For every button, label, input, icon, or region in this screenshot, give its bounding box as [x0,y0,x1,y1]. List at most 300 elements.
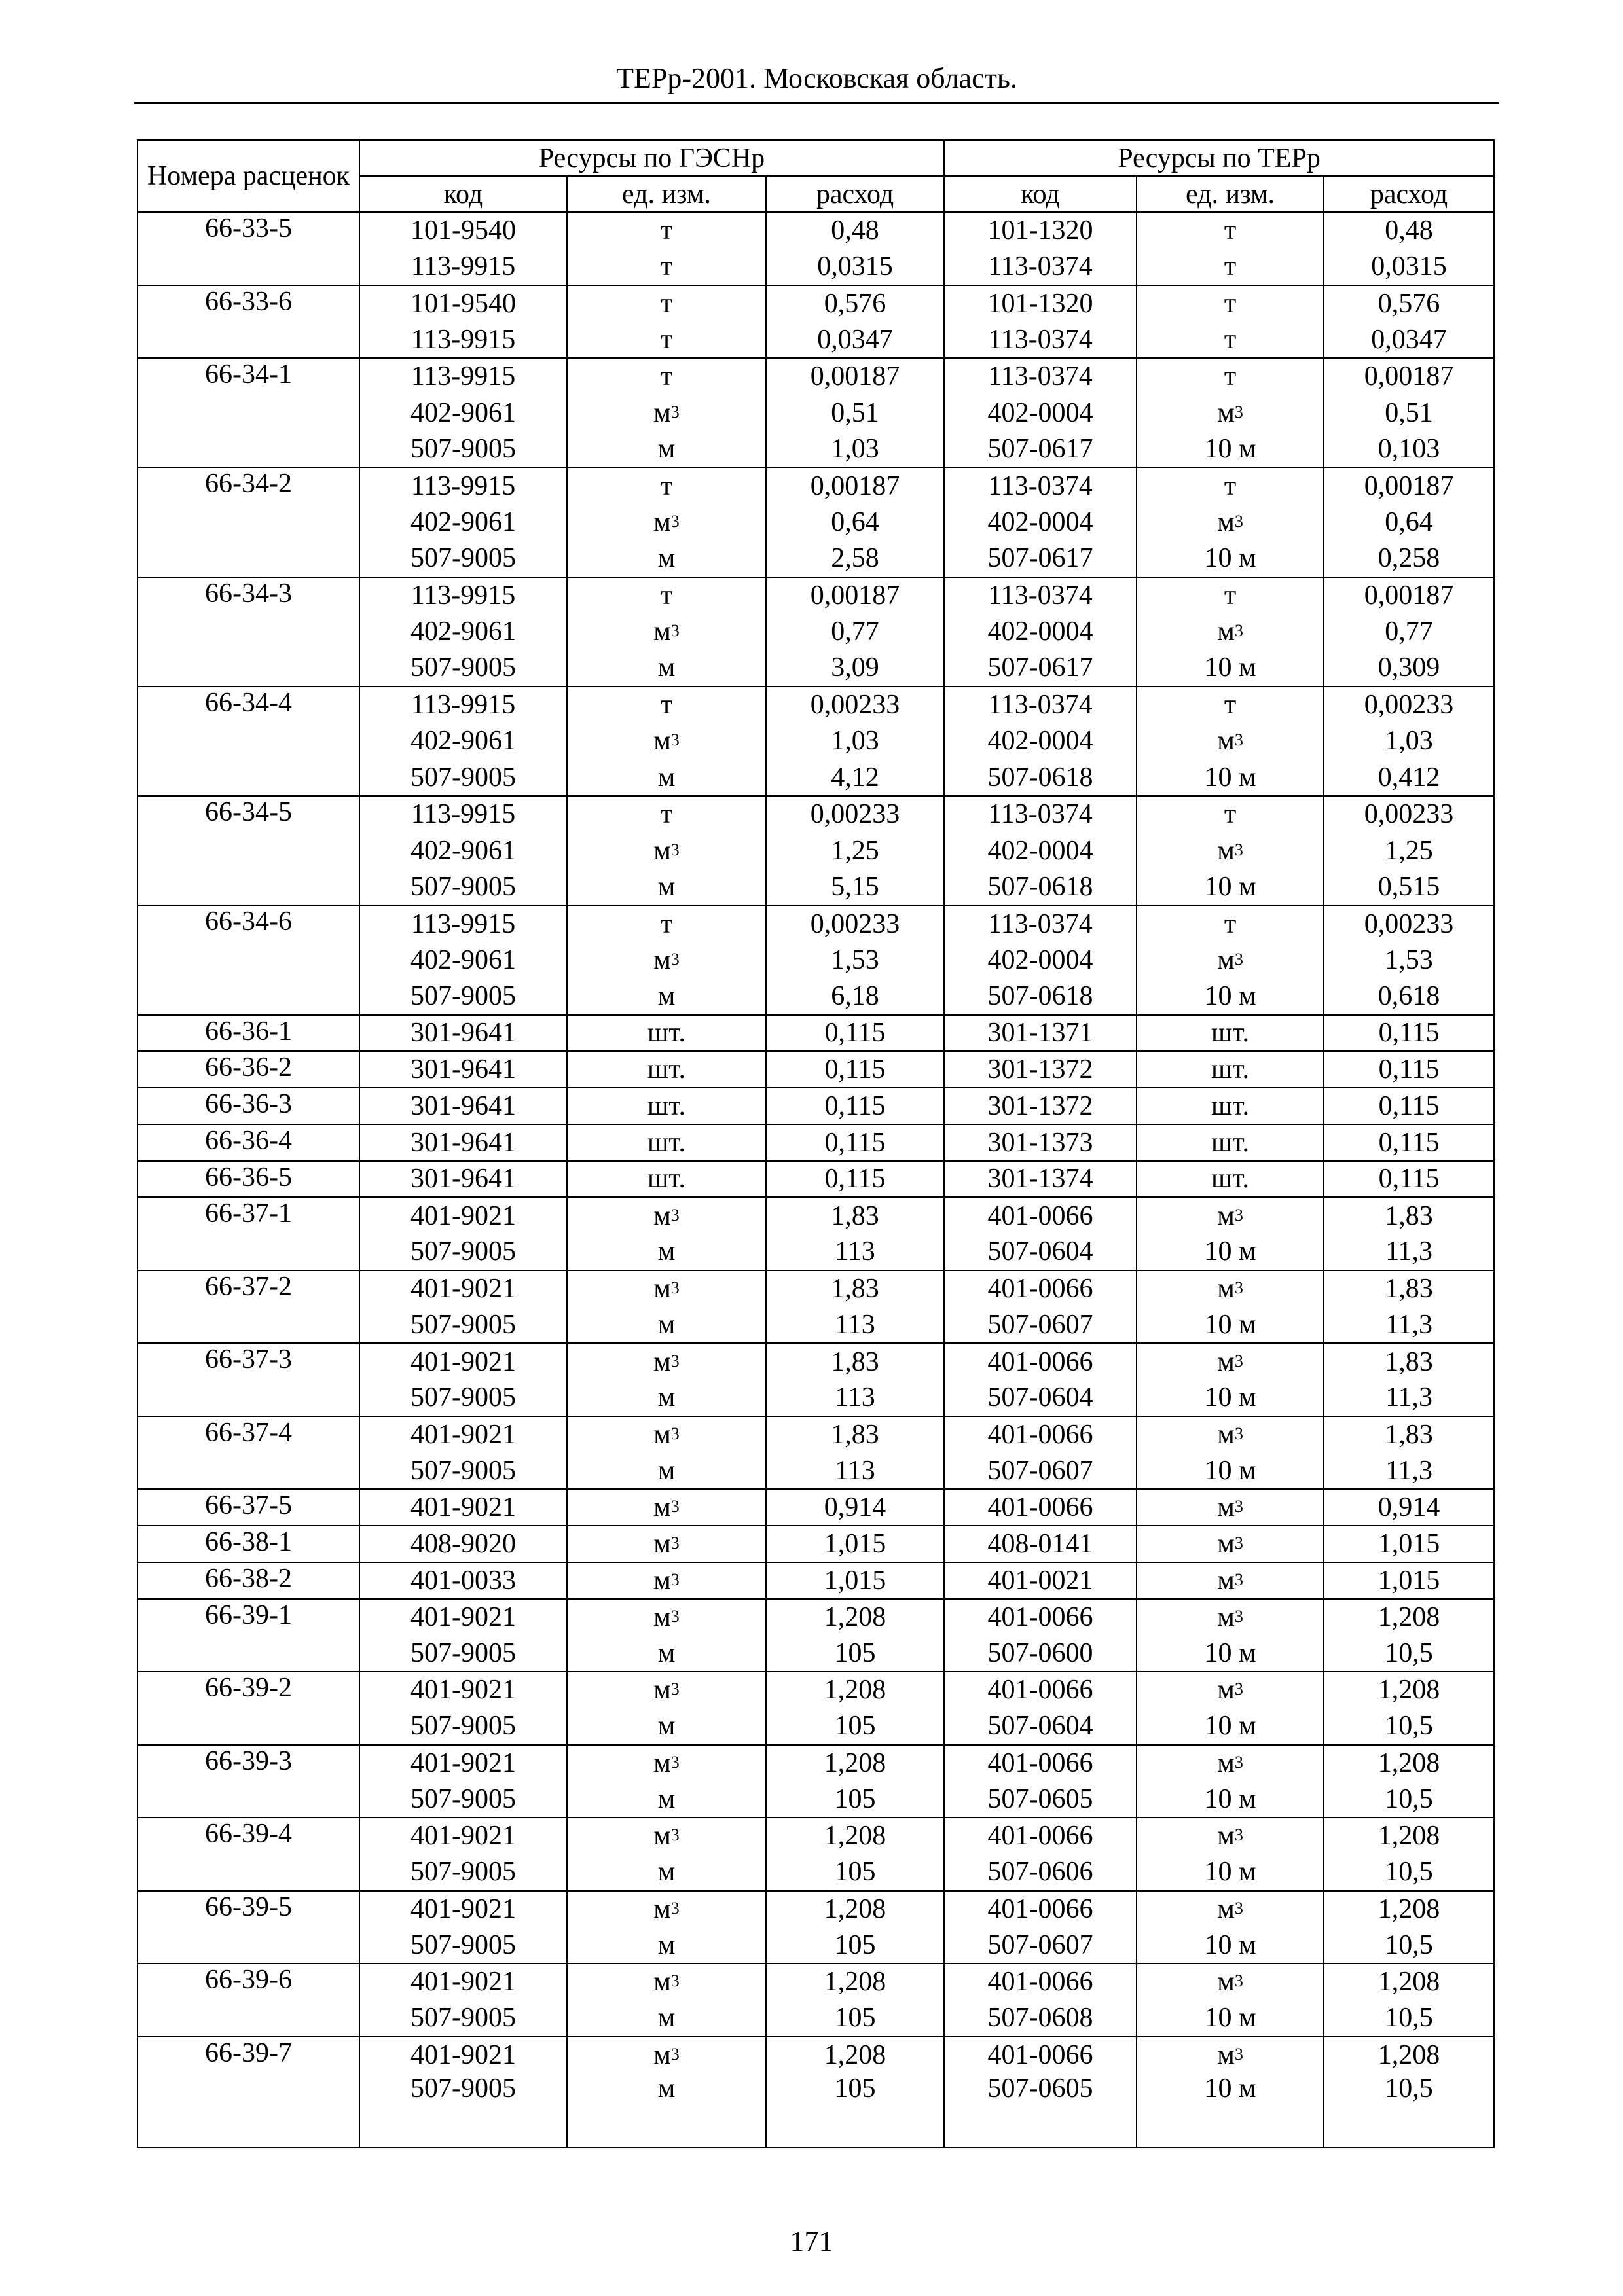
ter-unit-cell: $м^3$ [1137,1270,1324,1307]
ter-amount-cell: 0,618 [1324,978,1494,1015]
unit-exponent: 3 [1234,1570,1243,1589]
ter-code-cell: 507-0617 [944,541,1137,577]
gesn-code-cell: 507-9005 [359,1927,567,1964]
gesn-amount-cell: 4,12 [766,759,944,796]
ter-code-cell: 507-0617 [944,431,1137,468]
ter-amount-cell: 1,208 [1324,1891,1494,1928]
gesn-unit-cell: шт. [567,1161,766,1198]
rate-number-cell [137,2000,359,2037]
unit-exponent: 3 [1234,1971,1243,1991]
ter-code-cell: 401-0066 [944,1745,1137,1782]
ter-unit-cell: шт. [1137,1051,1324,1088]
gesn-code-cell: 113-9915 [359,577,567,614]
unit-exponent: 3 [1234,1351,1243,1371]
ter-amount-cell: 1,83 [1324,1343,1494,1380]
unit-exponent: 3 [670,621,680,641]
rate-number-cell: 66-37-1 [137,1197,359,1234]
ter-amount-cell: 0,258 [1324,541,1494,577]
gesn-unit-cell: $м^3$ [567,1818,766,1854]
gesn-code-header: код [359,176,567,212]
gesn-amount-cell: 1,015 [766,1562,944,1599]
table-row [137,1672,1494,1708]
ter-code-cell: 301-1372 [944,1088,1137,1124]
ter-unit-cell: 10 м [1137,2000,1324,2037]
ter-unit-cell: 10 м [1137,1781,1324,1818]
gesn-amount-cell: 0,115 [766,1088,944,1124]
unit-exponent: 3 [1234,1898,1243,1918]
unit-exponent: 3 [670,1752,680,1772]
rate-number-cell [137,723,359,760]
ter-amount-cell: 11,3 [1324,1234,1494,1270]
rate-number-cell: 66-37-3 [137,1343,359,1380]
rate-number-cell [137,1307,359,1344]
ter-code-cell: 507-0617 [944,650,1137,687]
table-row [137,1124,1494,1161]
ter-unit-cell: 10 м [1137,2073,1324,2147]
rate-number-cell: 66-36-3 [137,1088,359,1124]
gesn-unit-cell: $м^3$ [567,1745,766,1782]
table-row [137,431,1494,468]
ter-code-cell: 507-0606 [944,1854,1137,1891]
rate-number-cell [137,613,359,650]
table-row [137,2073,1494,2147]
gesn-unit-cell: т [567,467,766,504]
gesn-amount-cell: 105 [766,1854,944,1891]
unit-exponent: 3 [1234,1533,1243,1552]
ter-unit-cell: $м^3$ [1137,395,1324,431]
gesn-unit-cell: шт. [567,1124,766,1161]
table-row [137,1088,1494,1124]
gesn-amount-cell: 105 [766,1708,944,1745]
gesn-code-cell: 507-9005 [359,1453,567,1490]
rate-number-cell [137,321,359,358]
ter-amount-cell: 10,5 [1324,1635,1494,1672]
ter-unit-cell: 10 м [1137,1635,1324,1672]
unit-exponent: 3 [670,511,680,531]
gesn-code-cell: 507-9005 [359,1781,567,1818]
ter-unit-cell: т [1137,905,1324,942]
gesn-code-cell: 301-9641 [359,1161,567,1198]
gesn-amount-cell: 113 [766,1234,944,1270]
gesn-unit-cell: $м^3$ [567,1891,766,1928]
gesn-unit-cell: м [567,431,766,468]
rate-number-cell: 66-36-4 [137,1124,359,1161]
rate-number-cell: 66-33-5 [137,212,359,249]
gesn-amount-cell: 3,09 [766,650,944,687]
gesn-code-cell: 401-9021 [359,1745,567,1782]
unit-exponent: 3 [670,840,680,859]
rate-number-cell [137,249,359,285]
ter-unit-cell: т [1137,577,1324,614]
resources-table [137,139,1495,2148]
unit-exponent: 3 [1234,402,1243,422]
ter-code-cell: 507-0600 [944,1635,1137,1672]
gesn-unit-cell: м [567,1781,766,1818]
table-row [137,687,1494,723]
rate-number-cell: 66-36-5 [137,1161,359,1198]
ter-code-cell: 408-0141 [944,1526,1137,1562]
gesn-amount-cell: 105 [766,2000,944,2037]
ter-code-cell: 401-0021 [944,1562,1137,1599]
unit-exponent: 3 [670,1351,680,1371]
gesn-code-cell: 401-9021 [359,1197,567,1234]
ter-amount-cell: 1,25 [1324,833,1494,869]
gesn-code-cell: 401-9021 [359,1891,567,1928]
ter-code-cell: 401-0066 [944,1964,1137,2000]
gesn-code-cell: 507-9005 [359,1708,567,1745]
unit-exponent: 3 [670,402,680,422]
ter-unit-cell: т [1137,249,1324,285]
table-row [137,1489,1494,1526]
ter-code-cell: 401-0066 [944,1891,1137,1928]
ter-unit-cell: 10 м [1137,1854,1324,1891]
gesn-code-cell: 402-9061 [359,504,567,541]
unit-exponent: 3 [670,1205,680,1225]
gesn-amount-cell: 1,208 [766,1818,944,1854]
ter-unit-cell: $м^3$ [1137,1964,1324,2000]
ter-amount-cell: 1,53 [1324,942,1494,978]
gesn-amount-cell: 0,914 [766,1489,944,1526]
ter-unit-header: ед. изм. [1137,176,1324,212]
gesn-unit-cell: м [567,1307,766,1344]
ter-amount-cell: 1,03 [1324,723,1494,760]
ter-code-cell: 113-0374 [944,796,1137,833]
rate-number-cell: 66-34-5 [137,796,359,833]
gesn-unit-cell: $м^3$ [567,1599,766,1636]
gesn-code-cell: 507-9005 [359,978,567,1015]
gesn-amount-cell: 6,18 [766,978,944,1015]
gesn-amount-cell: 1,83 [766,1197,944,1234]
gesn-code-cell: 507-9005 [359,759,567,796]
rate-number-cell [137,2073,359,2147]
gesn-amount-cell: 0,00233 [766,796,944,833]
ter-unit-cell: шт. [1137,1088,1324,1124]
ter-amount-cell: 0,64 [1324,504,1494,541]
gesn-unit-cell: $м^3$ [567,1416,766,1453]
gesn-unit-cell: шт. [567,1088,766,1124]
table-body [137,212,1494,2147]
unit-exponent: 3 [1234,949,1243,969]
ter-code-cell: 507-0604 [944,1708,1137,1745]
rate-number-cell [137,650,359,687]
gesn-code-cell: 401-9021 [359,1416,567,1453]
ter-amount-cell: 0,515 [1324,869,1494,906]
table-row [137,869,1494,906]
gesn-code-cell: 401-9021 [359,1343,567,1380]
ter-code-cell: 507-0618 [944,759,1137,796]
gesn-code-cell: 401-9021 [359,1270,567,1307]
rate-number-cell: 66-34-6 [137,905,359,942]
gesn-amount-header: расход [766,176,944,212]
header-rule [134,102,1499,104]
ter-unit-cell: $м^3$ [1137,2037,1324,2073]
table-row [137,1234,1494,1270]
gesn-code-cell: 402-9061 [359,613,567,650]
rate-number-cell: 66-34-2 [137,467,359,504]
ter-code-cell: 507-0605 [944,1781,1137,1818]
ter-amount-cell: 1,015 [1324,1526,1494,1562]
ter-unit-cell: 10 м [1137,1927,1324,1964]
ter-unit-cell: т [1137,285,1324,322]
ter-unit-cell: т [1137,796,1324,833]
ter-amount-cell: 0,914 [1324,1489,1494,1526]
gesn-amount-cell: 113 [766,1380,944,1416]
gesn-code-cell: 401-9021 [359,1489,567,1526]
ter-amount-cell: 0,103 [1324,431,1494,468]
gesn-code-cell: 113-9915 [359,467,567,504]
rate-number-cell [137,942,359,978]
gesn-unit-cell: м [567,650,766,687]
unit-exponent: 3 [670,1679,680,1699]
gesn-unit-cell: т [567,358,766,395]
gesn-unit-cell: м [567,759,766,796]
gesn-code-cell: 402-9061 [359,395,567,431]
ter-code-cell: 402-0004 [944,942,1137,978]
table-row [137,1708,1494,1745]
ter-amount-cell: 11,3 [1324,1307,1494,1344]
table-row [137,1745,1494,1782]
gesn-unit-cell: шт. [567,1015,766,1052]
table-row [137,1562,1494,1599]
rate-number-cell [137,541,359,577]
gesn-unit-cell: $м^3$ [567,1672,766,1708]
ter-code-cell: 507-0607 [944,1307,1137,1344]
ter-code-cell: 507-0618 [944,869,1137,906]
ter-amount-cell: 1,83 [1324,1416,1494,1453]
gesn-unit-cell: $м^3$ [567,1197,766,1234]
gesn-unit-cell: м [567,2000,766,2037]
gesn-unit-cell: м [567,1854,766,1891]
unit-exponent: 3 [1234,840,1243,859]
table-row [137,1526,1494,1562]
rate-number-cell: 66-38-1 [137,1526,359,1562]
ter-unit-cell: $м^3$ [1137,1599,1324,1636]
ter-unit-cell: 10 м [1137,1708,1324,1745]
ter-code-cell: 113-0374 [944,249,1137,285]
table-row [137,249,1494,285]
ter-unit-cell: 10 м [1137,650,1324,687]
table-header [137,140,1494,212]
header-row-groups [137,140,1494,176]
rate-number-cell: 66-39-5 [137,1891,359,1928]
ter-amount-cell: 10,5 [1324,1854,1494,1891]
table-row [137,2000,1494,2037]
gesn-unit-cell: $м^3$ [567,1964,766,2000]
gesn-code-cell: 113-9915 [359,687,567,723]
gesn-amount-cell: 1,03 [766,431,944,468]
table-row [137,467,1494,504]
gesn-amount-cell: 105 [766,1635,944,1672]
rate-number-cell: 66-34-4 [137,687,359,723]
ter-amount-cell: 10,5 [1324,2000,1494,2037]
ter-amount-cell: 0,77 [1324,613,1494,650]
ter-code-header: код [944,176,1137,212]
gesn-unit-cell: м [567,869,766,906]
ter-unit-cell: 10 м [1137,1453,1324,1490]
unit-exponent: 3 [670,1278,680,1298]
gesn-amount-cell: 5,15 [766,869,944,906]
table-row [137,833,1494,869]
page-number: 171 [790,2225,833,2257]
rate-number-cell: 66-39-6 [137,1964,359,2000]
table-row [137,613,1494,650]
gesn-code-cell: 401-9021 [359,1672,567,1708]
gesn-resources-header: Ресурсы по ГЭСНр [359,140,944,176]
ter-unit-cell: т [1137,321,1324,358]
ter-unit-cell: 10 м [1137,869,1324,906]
ter-unit-cell: $м^3$ [1137,504,1324,541]
gesn-code-cell: 113-9915 [359,905,567,942]
ter-code-cell: 507-0607 [944,1453,1137,1490]
ter-code-cell: 401-0066 [944,1343,1137,1380]
ter-code-cell: 507-0618 [944,978,1137,1015]
gesn-unit-cell: $м^3$ [567,833,766,869]
gesn-unit-cell: $м^3$ [567,1562,766,1599]
rate-number-cell [137,1453,359,1490]
ter-unit-cell: 10 м [1137,541,1324,577]
gesn-amount-cell: 0,00233 [766,687,944,723]
gesn-code-cell: 507-9005 [359,431,567,468]
table-row [137,1015,1494,1052]
table-row [137,796,1494,833]
ter-amount-cell: 0,115 [1324,1051,1494,1088]
ter-amount-cell: 11,3 [1324,1453,1494,1490]
gesn-code-cell: 401-9021 [359,1964,567,2000]
table-row [137,1854,1494,1891]
table-row [137,1818,1494,1854]
ter-unit-cell: 10 м [1137,1307,1324,1344]
rate-number-cell [137,1854,359,1891]
gesn-amount-cell: 1,03 [766,723,944,760]
table-row [137,1927,1494,1964]
ter-resources-header: Ресурсы по ТЕРр [944,140,1494,176]
rate-number-cell: 66-39-3 [137,1745,359,1782]
gesn-unit-cell: $м^3$ [567,942,766,978]
unit-exponent: 3 [670,1606,680,1626]
table-row [137,358,1494,395]
unit-exponent: 3 [670,949,680,969]
table-row [137,1781,1494,1818]
table-row [137,1416,1494,1453]
gesn-code-cell: 401-9021 [359,1818,567,1854]
ter-amount-header: расход [1324,176,1494,212]
gesn-amount-cell: 1,208 [766,1891,944,1928]
unit-exponent: 3 [670,1971,680,1991]
ter-unit-cell: $м^3$ [1137,1197,1324,1234]
gesn-amount-cell: 1,25 [766,833,944,869]
ter-amount-cell: 0,115 [1324,1161,1494,1198]
gesn-code-cell: 507-9005 [359,1635,567,1672]
gesn-unit-cell: м [567,1635,766,1672]
rate-number-cell [137,833,359,869]
gesn-code-cell: 301-9641 [359,1015,567,1052]
ter-unit-cell: шт. [1137,1015,1324,1052]
gesn-amount-cell: 105 [766,1927,944,1964]
rate-number-cell: 66-34-1 [137,358,359,395]
table-row [137,285,1494,322]
ter-amount-cell: 0,576 [1324,285,1494,322]
rate-number-cell: 66-37-5 [137,1489,359,1526]
gesn-code-cell: 101-9540 [359,212,567,249]
ter-code-cell: 402-0004 [944,395,1137,431]
ter-code-cell: 507-0605 [944,2073,1137,2147]
unit-exponent: 3 [1234,1278,1243,1298]
rate-numbers-header: Номера расценок [137,140,359,212]
gesn-unit-cell: м [567,978,766,1015]
table-row [137,1964,1494,2000]
ter-unit-cell: 10 м [1137,1234,1324,1270]
unit-exponent: 3 [670,1898,680,1918]
ter-code-cell: 402-0004 [944,613,1137,650]
ter-amount-cell: 1,83 [1324,1270,1494,1307]
unit-exponent: 3 [670,730,680,750]
ter-amount-cell: 0,48 [1324,212,1494,249]
rate-number-cell [137,431,359,468]
ter-code-cell: 101-1320 [944,285,1137,322]
table-row [137,212,1494,249]
ter-unit-cell: $м^3$ [1137,1891,1324,1928]
ter-unit-cell: $м^3$ [1137,1489,1324,1526]
gesn-code-cell: 507-9005 [359,650,567,687]
ter-code-cell: 113-0374 [944,358,1137,395]
gesn-unit-cell: м [567,1380,766,1416]
ter-code-cell: 113-0374 [944,687,1137,723]
gesn-code-cell: 402-9061 [359,833,567,869]
gesn-code-cell: 507-9005 [359,2000,567,2037]
unit-exponent: 3 [1234,1205,1243,1225]
gesn-code-cell: 402-9061 [359,942,567,978]
ter-unit-cell: шт. [1137,1161,1324,1198]
ter-unit-cell: 10 м [1137,431,1324,468]
unit-exponent: 3 [1234,1825,1243,1845]
ter-code-cell: 113-0374 [944,577,1137,614]
gesn-unit-cell: $м^3$ [567,1270,766,1307]
gesn-unit-cell: м [567,1234,766,1270]
gesn-code-cell: 507-9005 [359,869,567,906]
gesn-unit-cell: т [567,687,766,723]
table-row [137,1891,1494,1928]
gesn-unit-cell: м [567,1453,766,1490]
ter-code-cell: 301-1374 [944,1161,1137,1198]
rate-number-cell: 66-37-2 [137,1270,359,1307]
gesn-code-cell: 113-9915 [359,249,567,285]
rate-number-cell: 66-38-2 [137,1562,359,1599]
gesn-code-cell: 301-9641 [359,1124,567,1161]
table-row [137,321,1494,358]
rate-number-cell [137,978,359,1015]
ter-amount-cell: 11,3 [1324,1380,1494,1416]
table-row [137,1270,1494,1307]
ter-code-cell: 401-0066 [944,1416,1137,1453]
gesn-unit-cell: $м^3$ [567,2037,766,2073]
ter-amount-cell: 1,208 [1324,1818,1494,1854]
gesn-unit-cell: $м^3$ [567,613,766,650]
gesn-amount-cell: 0,77 [766,613,944,650]
gesn-code-cell: 507-9005 [359,1234,567,1270]
ter-amount-cell: 0,115 [1324,1124,1494,1161]
gesn-unit-cell: м [567,2073,766,2147]
table-row [137,1051,1494,1088]
ter-unit-cell: т [1137,687,1324,723]
gesn-unit-cell: м [567,1708,766,1745]
ter-code-cell: 401-0066 [944,1197,1137,1234]
ter-code-cell: 113-0374 [944,905,1137,942]
gesn-code-cell: 507-9005 [359,2073,567,2147]
ter-code-cell: 113-0374 [944,467,1137,504]
ter-code-cell: 507-0604 [944,1380,1137,1416]
gesn-unit-cell: $м^3$ [567,395,766,431]
ter-code-cell: 507-0608 [944,2000,1137,2037]
